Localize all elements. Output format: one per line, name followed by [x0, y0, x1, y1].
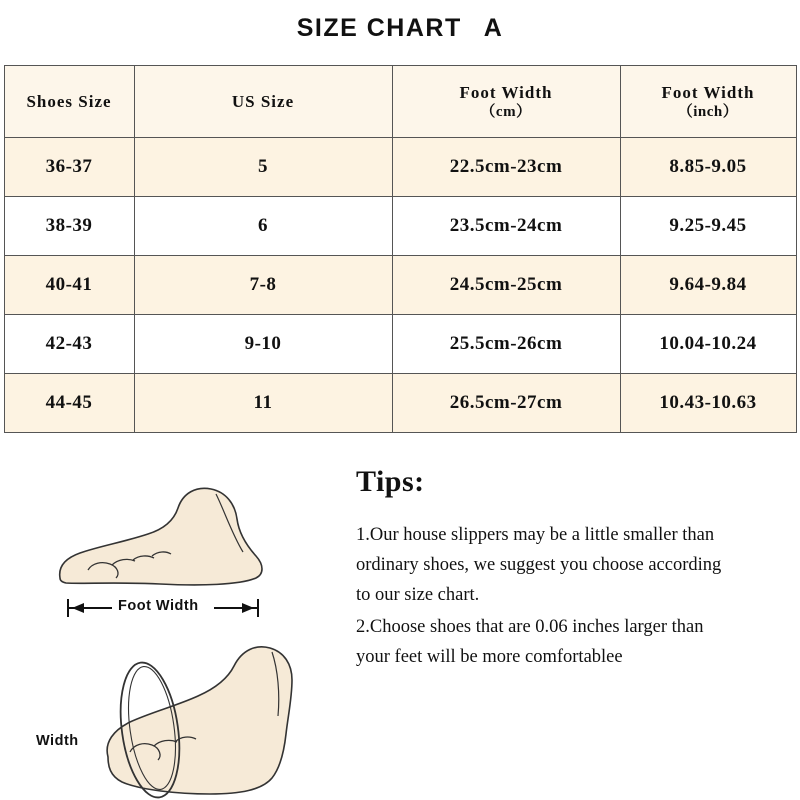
column-header-line2: （cm） [480, 103, 532, 120]
foot-angled-view-icon [107, 647, 292, 800]
column-header-line2: （inch） [677, 103, 739, 120]
page-title-suffix: A [483, 14, 504, 42]
width-label: Width [36, 733, 79, 749]
cell-foot-width-cm: 24.5cm-25cm [392, 256, 620, 315]
tips-title: Tips: [356, 465, 425, 498]
cell-us-size: 9-10 [134, 315, 392, 374]
tips-item-2-line-1: 2.Choose shoes that are 0.06 inches larger than [356, 616, 704, 637]
cell-foot-width-cm: 25.5cm-26cm [392, 315, 620, 374]
cell-shoes-size: 42-43 [4, 315, 134, 374]
cell-foot-width-inch: 8.85-9.05 [620, 138, 796, 197]
column-header-line1: US Size [231, 91, 295, 111]
page-title-main: SIZE CHART [296, 14, 462, 42]
cell-foot-width-cm: 22.5cm-23cm [392, 138, 620, 197]
foot-top-view-icon [60, 488, 262, 585]
column-header-line1: Shoes Size [26, 91, 112, 111]
cell-us-size: 6 [134, 197, 392, 256]
cell-us-size: 7-8 [134, 256, 392, 315]
cell-foot-width-inch: 10.04-10.24 [620, 315, 796, 374]
column-header-line1: Foot Width [459, 82, 553, 102]
cell-shoes-size: 38-39 [4, 197, 134, 256]
tips-item-1-line-3: to our size chart. [356, 584, 480, 605]
cell-foot-width-inch: 9.64-9.84 [620, 256, 796, 315]
tips-item-1-line-1: 1.Our house slippers may be a little smaller than [356, 525, 715, 545]
cell-us-size: 11 [134, 374, 392, 433]
cell-foot-width-inch: 10.43-10.63 [620, 374, 796, 433]
column-header-line1: Foot Width [661, 82, 755, 102]
cell-shoes-size: 36-37 [4, 138, 134, 197]
cell-foot-width-cm: 26.5cm-27cm [392, 374, 620, 433]
cell-foot-width-inch: 9.25-9.45 [620, 197, 796, 256]
tips-item-2-line-2: your feet will be more comfortablee [356, 646, 623, 667]
cell-shoes-size: 44-45 [4, 374, 134, 433]
cell-us-size: 5 [134, 138, 392, 197]
tips-item-1-line-2: ordinary shoes, we suggest you choose according [356, 554, 722, 575]
cell-shoes-size: 40-41 [4, 256, 134, 315]
foot-width-label: Foot Width [118, 598, 199, 614]
cell-foot-width-cm: 23.5cm-24cm [392, 197, 620, 256]
